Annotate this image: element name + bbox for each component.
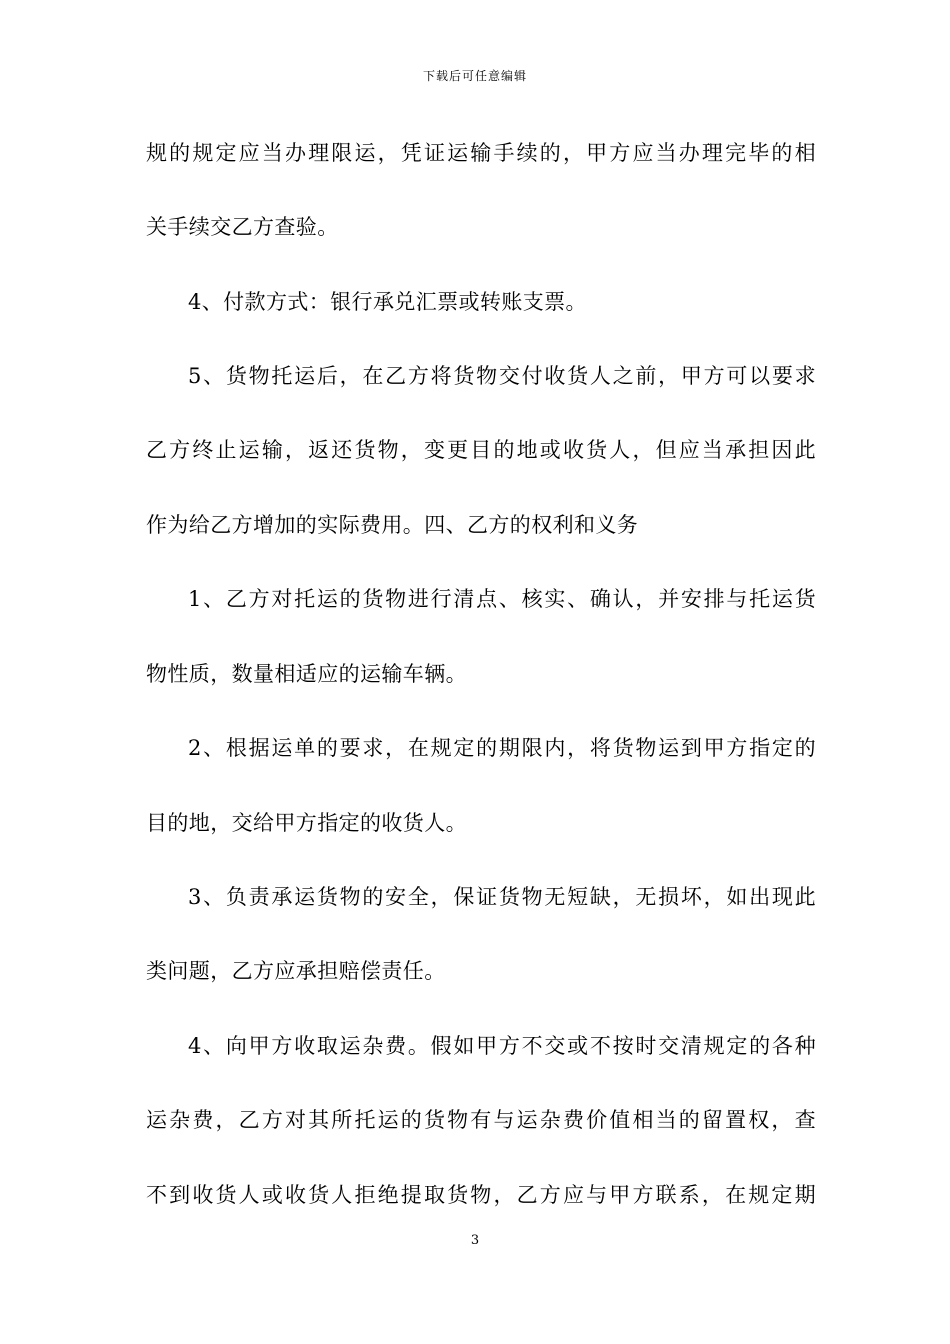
paragraph-line: 3、负责承运货物的安全，保证货物无短缺，无损坏，如出现此: [188, 885, 816, 909]
paragraph-line: 物性质，数量相适应的运输车辆。: [146, 662, 467, 686]
paragraph-line: 作为给乙方增加的实际费用。四、乙方的权利和义务: [146, 513, 639, 537]
paragraph-line: 类问题，乙方应承担赔偿责任。: [146, 959, 446, 983]
page-header: 下载后可任意编辑: [422, 69, 527, 83]
paragraph-line: 5、货物托运后，在乙方将货物交付收货人之前，甲方可以要求: [188, 364, 816, 388]
paragraph-line: 运杂费，乙方对其所托运的货物有与运杂费价值相当的留置权，查: [146, 1108, 816, 1132]
paragraph-line: 4、付款方式：银行承兑汇票或转账支票。: [188, 290, 587, 314]
paragraph-line: 关手续交乙方查验。: [146, 215, 339, 239]
paragraph-line: 1、乙方对托运的货物进行清点、核实、确认，并安排与托运货: [188, 587, 816, 611]
paragraph-line: 4、向甲方收取运杂费。假如甲方不交或不按时交清规定的各种: [188, 1034, 816, 1058]
paragraph-line: 乙方终止运输，返还货物，变更目的地或收货人，但应当承担因此: [146, 438, 816, 462]
page-number: 3: [470, 1233, 480, 1248]
paragraph-line: 不到收货人或收货人拒绝提取货物，乙方应与甲方联系，在规定期: [146, 1183, 816, 1207]
paragraph-line: 目的地，交给甲方指定的收货人。: [146, 811, 467, 835]
paragraph-line: 规的规定应当办理限运，凭证运输手续的，甲方应当办理完毕的相: [146, 141, 816, 165]
paragraph-line: 2、根据运单的要求，在规定的期限内，将货物运到甲方指定的: [188, 736, 816, 760]
